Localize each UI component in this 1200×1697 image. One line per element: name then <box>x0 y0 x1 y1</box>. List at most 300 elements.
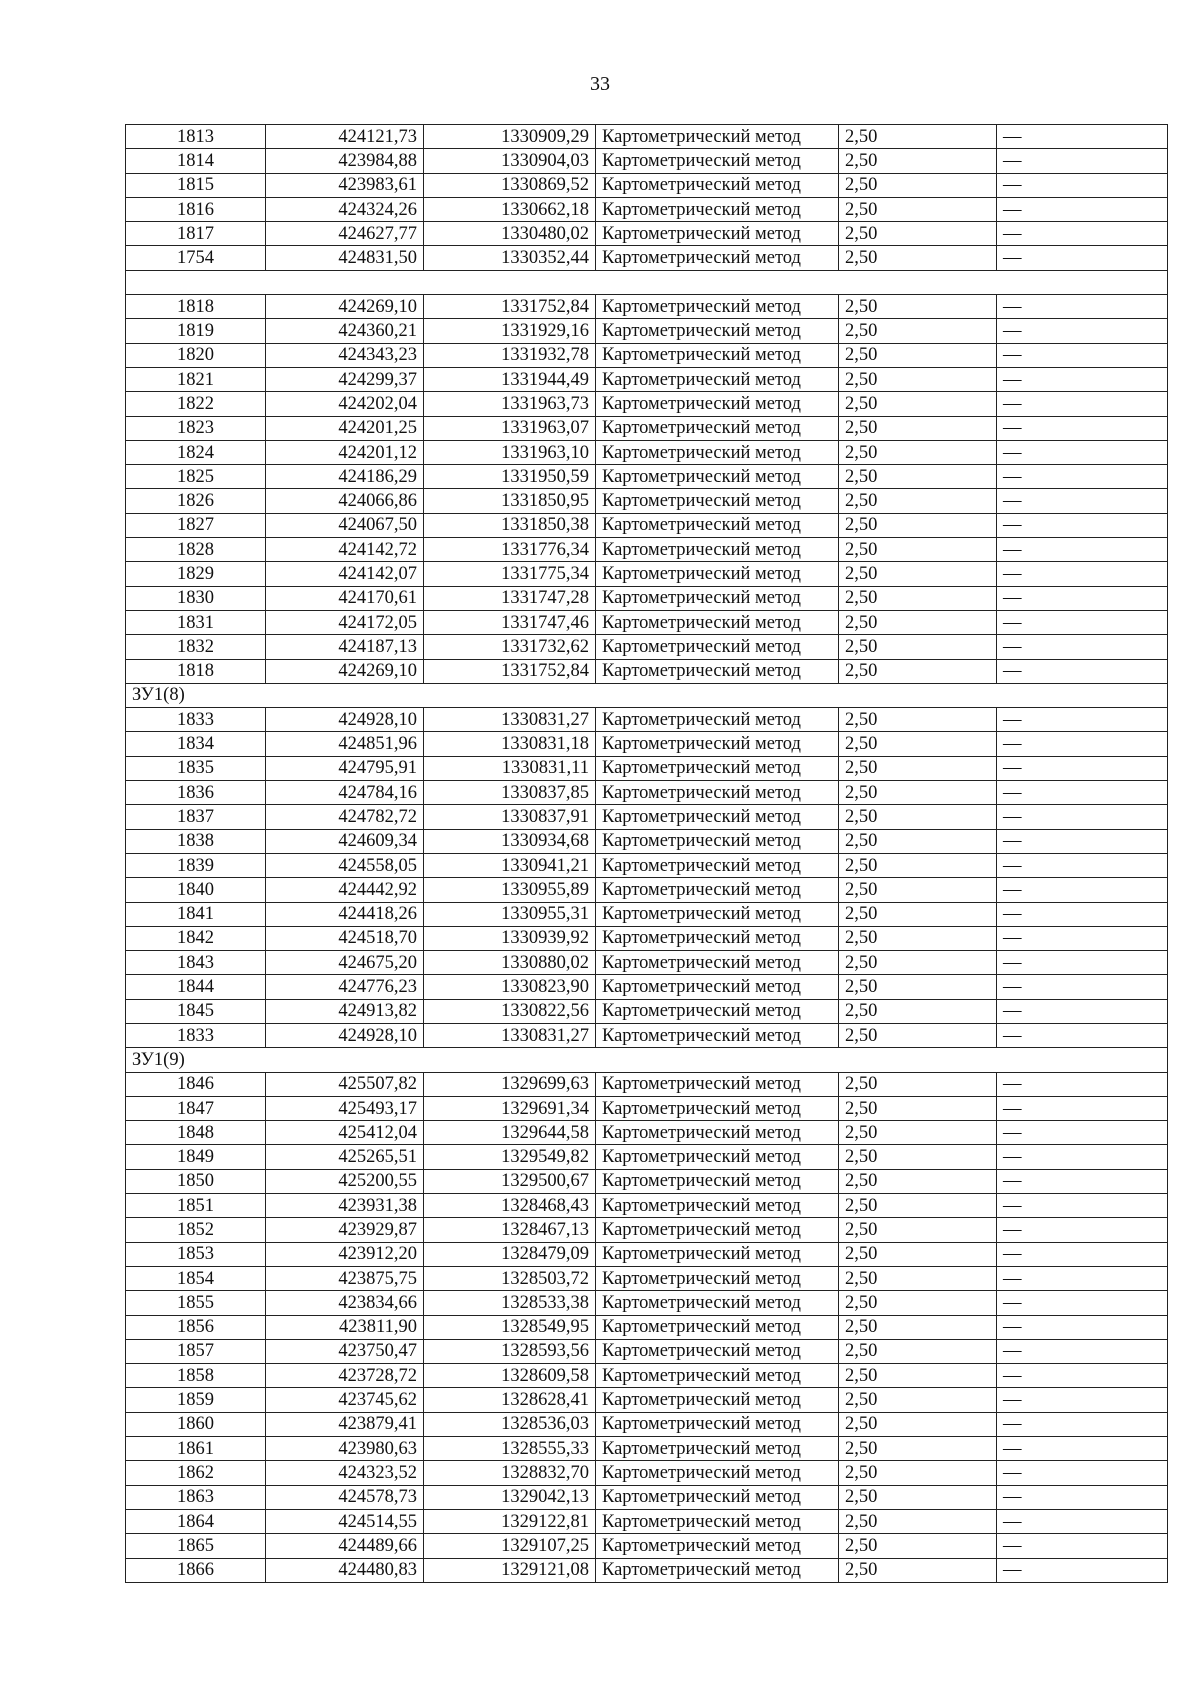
note-cell: — <box>997 902 1168 926</box>
y-coordinate-cell: 1329042,13 <box>424 1485 596 1509</box>
point-number-cell: 1838 <box>126 829 266 853</box>
accuracy-cell: 2,50 <box>839 1145 997 1169</box>
method-cell: Картометрический метод <box>596 853 839 877</box>
accuracy-cell: 2,50 <box>839 1339 997 1363</box>
note-cell: — <box>997 975 1168 999</box>
note-cell: — <box>997 635 1168 659</box>
point-number-cell: 1847 <box>126 1096 266 1120</box>
accuracy-cell: 2,50 <box>839 781 997 805</box>
method-cell: Картометрический метод <box>596 756 839 780</box>
note-cell: — <box>997 1412 1168 1436</box>
point-number-cell: 1861 <box>126 1437 266 1461</box>
note-cell: — <box>997 367 1168 391</box>
accuracy-cell: 2,50 <box>839 853 997 877</box>
y-coordinate-cell: 1328555,33 <box>424 1437 596 1461</box>
x-coordinate-cell: 424518,70 <box>266 926 424 950</box>
y-coordinate-cell: 1330939,92 <box>424 926 596 950</box>
group-header-row <box>126 683 1168 707</box>
method-cell: Картометрический метод <box>596 1558 839 1582</box>
note-cell: — <box>997 1169 1168 1193</box>
point-number-cell: 1835 <box>126 756 266 780</box>
note-cell: — <box>997 951 1168 975</box>
y-coordinate-cell: 1330909,29 <box>424 125 596 149</box>
table-row <box>126 805 1168 829</box>
method-cell: Картометрический метод <box>596 1169 839 1193</box>
group-label <box>126 270 1168 294</box>
method-cell: Картометрический метод <box>596 416 839 440</box>
point-number-cell: 1855 <box>126 1291 266 1315</box>
method-cell: Картометрический метод <box>596 975 839 999</box>
note-cell: — <box>997 1558 1168 1582</box>
x-coordinate-cell: 423983,61 <box>266 173 424 197</box>
point-number-cell: 1851 <box>126 1194 266 1218</box>
table-row <box>126 149 1168 173</box>
table-row <box>126 1218 1168 1242</box>
point-number-cell: 1833 <box>126 708 266 732</box>
table-row <box>126 1242 1168 1266</box>
table-row <box>126 975 1168 999</box>
note-cell: — <box>997 1072 1168 1096</box>
note-cell: — <box>997 1266 1168 1290</box>
x-coordinate-cell: 424343,23 <box>266 343 424 367</box>
note-cell: — <box>997 1121 1168 1145</box>
accuracy-cell: 2,50 <box>839 1218 997 1242</box>
point-number-cell: 1844 <box>126 975 266 999</box>
x-coordinate-cell: 424187,13 <box>266 635 424 659</box>
point-number-cell: 1848 <box>126 1121 266 1145</box>
note-cell: — <box>997 173 1168 197</box>
accuracy-cell: 2,50 <box>839 392 997 416</box>
point-number-cell: 1829 <box>126 562 266 586</box>
accuracy-cell: 2,50 <box>839 926 997 950</box>
x-coordinate-cell: 424186,29 <box>266 465 424 489</box>
table-row <box>126 1437 1168 1461</box>
method-cell: Картометрический метод <box>596 708 839 732</box>
x-coordinate-cell: 424121,73 <box>266 125 424 149</box>
note-cell: — <box>997 1194 1168 1218</box>
y-coordinate-cell: 1328503,72 <box>424 1266 596 1290</box>
y-coordinate-cell: 1328609,58 <box>424 1364 596 1388</box>
accuracy-cell: 2,50 <box>839 1023 997 1047</box>
table-row <box>126 562 1168 586</box>
note-cell: — <box>997 538 1168 562</box>
method-cell: Картометрический метод <box>596 1509 839 1533</box>
y-coordinate-cell: 1330831,27 <box>424 1023 596 1047</box>
point-number-cell: 1858 <box>126 1364 266 1388</box>
x-coordinate-cell: 424784,16 <box>266 781 424 805</box>
point-number-cell: 1830 <box>126 586 266 610</box>
x-coordinate-cell: 424831,50 <box>266 246 424 270</box>
method-cell: Картометрический метод <box>596 829 839 853</box>
note-cell: — <box>997 1461 1168 1485</box>
x-coordinate-cell: 424269,10 <box>266 295 424 319</box>
x-coordinate-cell: 423879,41 <box>266 1412 424 1436</box>
note-cell: — <box>997 319 1168 343</box>
table-row <box>126 513 1168 537</box>
note-cell: — <box>997 781 1168 805</box>
x-coordinate-cell: 424269,10 <box>266 659 424 683</box>
x-coordinate-cell: 424627,77 <box>266 222 424 246</box>
point-number-cell: 1822 <box>126 392 266 416</box>
note-cell: — <box>997 1364 1168 1388</box>
x-coordinate-cell: 424299,37 <box>266 367 424 391</box>
point-number-cell: 1859 <box>126 1388 266 1412</box>
x-coordinate-cell: 424609,34 <box>266 829 424 853</box>
method-cell: Картометрический метод <box>596 1485 839 1509</box>
coordinates-table <box>125 124 1168 1583</box>
table-row <box>126 756 1168 780</box>
note-cell: — <box>997 197 1168 221</box>
table-row <box>126 319 1168 343</box>
y-coordinate-cell: 1328467,13 <box>424 1218 596 1242</box>
point-number-cell: 1819 <box>126 319 266 343</box>
table-row <box>126 1364 1168 1388</box>
y-coordinate-cell: 1331963,73 <box>424 392 596 416</box>
point-number-cell: 1824 <box>126 440 266 464</box>
accuracy-cell: 2,50 <box>839 538 997 562</box>
table-row <box>126 1096 1168 1120</box>
y-coordinate-cell: 1330880,02 <box>424 951 596 975</box>
point-number-cell: 1856 <box>126 1315 266 1339</box>
note-cell: — <box>997 1145 1168 1169</box>
point-number-cell: 1821 <box>126 367 266 391</box>
note-cell: — <box>997 1485 1168 1509</box>
x-coordinate-cell: 424489,66 <box>266 1534 424 1558</box>
table-row <box>126 125 1168 149</box>
y-coordinate-cell: 1330869,52 <box>424 173 596 197</box>
y-coordinate-cell: 1331932,78 <box>424 343 596 367</box>
y-coordinate-cell: 1329699,63 <box>424 1072 596 1096</box>
table-row <box>126 295 1168 319</box>
method-cell: Картометрический метод <box>596 367 839 391</box>
note-cell: — <box>997 999 1168 1023</box>
table-row <box>126 951 1168 975</box>
y-coordinate-cell: 1329122,81 <box>424 1509 596 1533</box>
method-cell: Картометрический метод <box>596 635 839 659</box>
x-coordinate-cell: 423728,72 <box>266 1364 424 1388</box>
method-cell: Картометрический метод <box>596 1388 839 1412</box>
y-coordinate-cell: 1331747,46 <box>424 610 596 634</box>
point-number-cell: 1864 <box>126 1509 266 1533</box>
x-coordinate-cell: 424172,05 <box>266 610 424 634</box>
accuracy-cell: 2,50 <box>839 149 997 173</box>
method-cell: Картометрический метод <box>596 1315 839 1339</box>
method-cell: Картометрический метод <box>596 197 839 221</box>
group-header-row <box>126 1048 1168 1072</box>
method-cell: Картометрический метод <box>596 781 839 805</box>
note-cell: — <box>997 1339 1168 1363</box>
y-coordinate-cell: 1330823,90 <box>424 975 596 999</box>
accuracy-cell: 2,50 <box>839 902 997 926</box>
method-cell: Картометрический метод <box>596 246 839 270</box>
accuracy-cell: 2,50 <box>839 878 997 902</box>
method-cell: Картометрический метод <box>596 1145 839 1169</box>
table-row <box>126 197 1168 221</box>
table-row <box>126 1291 1168 1315</box>
x-coordinate-cell: 425412,04 <box>266 1121 424 1145</box>
method-cell: Картометрический метод <box>596 1242 839 1266</box>
method-cell: Картометрический метод <box>596 440 839 464</box>
table-row <box>126 829 1168 853</box>
accuracy-cell: 2,50 <box>839 1364 997 1388</box>
method-cell: Картометрический метод <box>596 319 839 343</box>
table-row <box>126 440 1168 464</box>
point-number-cell: 1854 <box>126 1266 266 1290</box>
y-coordinate-cell: 1330955,31 <box>424 902 596 926</box>
y-coordinate-cell: 1331747,28 <box>424 586 596 610</box>
accuracy-cell: 2,50 <box>839 173 997 197</box>
y-coordinate-cell: 1328479,09 <box>424 1242 596 1266</box>
method-cell: Картометрический метод <box>596 1266 839 1290</box>
note-cell: — <box>997 878 1168 902</box>
method-cell: Картометрический метод <box>596 562 839 586</box>
point-number-cell: 1865 <box>126 1534 266 1558</box>
method-cell: Картометрический метод <box>596 538 839 562</box>
y-coordinate-cell: 1330955,89 <box>424 878 596 902</box>
note-cell: — <box>997 1218 1168 1242</box>
y-coordinate-cell: 1330831,27 <box>424 708 596 732</box>
note-cell: — <box>997 829 1168 853</box>
note-cell: — <box>997 610 1168 634</box>
accuracy-cell: 2,50 <box>839 1485 997 1509</box>
note-cell: — <box>997 1242 1168 1266</box>
table-row <box>126 1145 1168 1169</box>
point-number-cell: 1852 <box>126 1218 266 1242</box>
y-coordinate-cell: 1331752,84 <box>424 295 596 319</box>
x-coordinate-cell: 424851,96 <box>266 732 424 756</box>
table-row <box>126 999 1168 1023</box>
accuracy-cell: 2,50 <box>839 1437 997 1461</box>
y-coordinate-cell: 1331850,95 <box>424 489 596 513</box>
y-coordinate-cell: 1331775,34 <box>424 562 596 586</box>
table-row <box>126 1072 1168 1096</box>
table-row <box>126 538 1168 562</box>
table-row <box>126 781 1168 805</box>
x-coordinate-cell: 424928,10 <box>266 1023 424 1047</box>
table-row <box>126 926 1168 950</box>
y-coordinate-cell: 1329500,67 <box>424 1169 596 1193</box>
x-coordinate-cell: 425200,55 <box>266 1169 424 1193</box>
x-coordinate-cell: 424928,10 <box>266 708 424 732</box>
accuracy-cell: 2,50 <box>839 756 997 780</box>
table-row <box>126 586 1168 610</box>
y-coordinate-cell: 1329107,25 <box>424 1534 596 1558</box>
accuracy-cell: 2,50 <box>839 465 997 489</box>
method-cell: Картометрический метод <box>596 125 839 149</box>
method-cell: Картометрический метод <box>596 951 839 975</box>
accuracy-cell: 2,50 <box>839 805 997 829</box>
method-cell: Картометрический метод <box>596 902 839 926</box>
point-number-cell: 1820 <box>126 343 266 367</box>
point-number-cell: 1843 <box>126 951 266 975</box>
note-cell: — <box>997 465 1168 489</box>
method-cell: Картометрический метод <box>596 149 839 173</box>
x-coordinate-cell: 424324,26 <box>266 197 424 221</box>
point-number-cell: 1814 <box>126 149 266 173</box>
method-cell: Картометрический метод <box>596 805 839 829</box>
separator-row <box>126 270 1168 294</box>
note-cell: — <box>997 805 1168 829</box>
point-number-cell: 1754 <box>126 246 266 270</box>
y-coordinate-cell: 1330837,91 <box>424 805 596 829</box>
note-cell: — <box>997 586 1168 610</box>
y-coordinate-cell: 1331752,84 <box>424 659 596 683</box>
accuracy-cell: 2,50 <box>839 635 997 659</box>
y-coordinate-cell: 1331963,07 <box>424 416 596 440</box>
group-label: ЗУ1(9) <box>126 1048 1168 1072</box>
method-cell: Картометрический метод <box>596 222 839 246</box>
table-row <box>126 246 1168 270</box>
x-coordinate-cell: 423811,90 <box>266 1315 424 1339</box>
table-row <box>126 732 1168 756</box>
x-coordinate-cell: 424360,21 <box>266 319 424 343</box>
x-coordinate-cell: 425265,51 <box>266 1145 424 1169</box>
method-cell: Картометрический метод <box>596 1364 839 1388</box>
accuracy-cell: 2,50 <box>839 1291 997 1315</box>
x-coordinate-cell: 424675,20 <box>266 951 424 975</box>
point-number-cell: 1834 <box>126 732 266 756</box>
accuracy-cell: 2,50 <box>839 732 997 756</box>
table-row <box>126 659 1168 683</box>
y-coordinate-cell: 1328533,38 <box>424 1291 596 1315</box>
table-row <box>126 1169 1168 1193</box>
note-cell: — <box>997 1534 1168 1558</box>
point-number-cell: 1850 <box>126 1169 266 1193</box>
accuracy-cell: 2,50 <box>839 416 997 440</box>
x-coordinate-cell: 425507,82 <box>266 1072 424 1096</box>
accuracy-cell: 2,50 <box>839 1169 997 1193</box>
y-coordinate-cell: 1328468,43 <box>424 1194 596 1218</box>
point-number-cell: 1832 <box>126 635 266 659</box>
point-number-cell: 1839 <box>126 853 266 877</box>
method-cell: Картометрический метод <box>596 999 839 1023</box>
y-coordinate-cell: 1330662,18 <box>424 197 596 221</box>
method-cell: Картометрический метод <box>596 343 839 367</box>
point-number-cell: 1840 <box>126 878 266 902</box>
table-row <box>126 635 1168 659</box>
y-coordinate-cell: 1331950,59 <box>424 465 596 489</box>
method-cell: Картометрический метод <box>596 878 839 902</box>
note-cell: — <box>997 343 1168 367</box>
table-row <box>126 1558 1168 1582</box>
note-cell: — <box>997 149 1168 173</box>
x-coordinate-cell: 423750,47 <box>266 1339 424 1363</box>
table-row <box>126 173 1168 197</box>
y-coordinate-cell: 1329691,34 <box>424 1096 596 1120</box>
x-coordinate-cell: 424067,50 <box>266 513 424 537</box>
y-coordinate-cell: 1331850,38 <box>424 513 596 537</box>
method-cell: Картометрический метод <box>596 659 839 683</box>
accuracy-cell: 2,50 <box>839 999 997 1023</box>
method-cell: Картометрический метод <box>596 610 839 634</box>
x-coordinate-cell: 424514,55 <box>266 1509 424 1533</box>
note-cell: — <box>997 1509 1168 1533</box>
accuracy-cell: 2,50 <box>839 951 997 975</box>
x-coordinate-cell: 423980,63 <box>266 1437 424 1461</box>
table-row <box>126 416 1168 440</box>
table-row <box>126 853 1168 877</box>
accuracy-cell: 2,50 <box>839 1315 997 1339</box>
note-cell: — <box>997 513 1168 537</box>
point-number-cell: 1825 <box>126 465 266 489</box>
point-number-cell: 1813 <box>126 125 266 149</box>
y-coordinate-cell: 1329549,82 <box>424 1145 596 1169</box>
table-row <box>126 1485 1168 1509</box>
y-coordinate-cell: 1331732,62 <box>424 635 596 659</box>
x-coordinate-cell: 424795,91 <box>266 756 424 780</box>
table-row <box>126 222 1168 246</box>
y-coordinate-cell: 1331963,10 <box>424 440 596 464</box>
y-coordinate-cell: 1328832,70 <box>424 1461 596 1485</box>
method-cell: Картометрический метод <box>596 732 839 756</box>
method-cell: Картометрический метод <box>596 1072 839 1096</box>
note-cell: — <box>997 853 1168 877</box>
table-row <box>126 367 1168 391</box>
point-number-cell: 1849 <box>126 1145 266 1169</box>
group-label: ЗУ1(8) <box>126 683 1168 707</box>
table-row <box>126 1461 1168 1485</box>
note-cell: — <box>997 926 1168 950</box>
point-number-cell: 1818 <box>126 659 266 683</box>
point-number-cell: 1863 <box>126 1485 266 1509</box>
note-cell: — <box>997 1437 1168 1461</box>
x-coordinate-cell: 424201,12 <box>266 440 424 464</box>
y-coordinate-cell: 1330822,56 <box>424 999 596 1023</box>
point-number-cell: 1833 <box>126 1023 266 1047</box>
table-row <box>126 1534 1168 1558</box>
point-number-cell: 1823 <box>126 416 266 440</box>
method-cell: Картометрический метод <box>596 1218 839 1242</box>
point-number-cell: 1817 <box>126 222 266 246</box>
method-cell: Картометрический метод <box>596 1291 839 1315</box>
x-coordinate-cell: 423984,88 <box>266 149 424 173</box>
accuracy-cell: 2,50 <box>839 246 997 270</box>
method-cell: Картометрический метод <box>596 1461 839 1485</box>
note-cell: — <box>997 416 1168 440</box>
method-cell: Картометрический метод <box>596 295 839 319</box>
accuracy-cell: 2,50 <box>839 1242 997 1266</box>
point-number-cell: 1842 <box>126 926 266 950</box>
method-cell: Картометрический метод <box>596 1412 839 1436</box>
point-number-cell: 1827 <box>126 513 266 537</box>
y-coordinate-cell: 1330941,21 <box>424 853 596 877</box>
x-coordinate-cell: 424776,23 <box>266 975 424 999</box>
method-cell: Картометрический метод <box>596 1534 839 1558</box>
method-cell: Картометрический метод <box>596 392 839 416</box>
point-number-cell: 1816 <box>126 197 266 221</box>
method-cell: Картометрический метод <box>596 926 839 950</box>
y-coordinate-cell: 1328549,95 <box>424 1315 596 1339</box>
y-coordinate-cell: 1330831,18 <box>424 732 596 756</box>
note-cell: — <box>997 125 1168 149</box>
x-coordinate-cell: 425493,17 <box>266 1096 424 1120</box>
method-cell: Картометрический метод <box>596 1339 839 1363</box>
accuracy-cell: 2,50 <box>839 1388 997 1412</box>
table-row <box>126 1412 1168 1436</box>
x-coordinate-cell: 424142,72 <box>266 538 424 562</box>
note-cell: — <box>997 489 1168 513</box>
method-cell: Картометрический метод <box>596 586 839 610</box>
table-row <box>126 489 1168 513</box>
x-coordinate-cell: 424066,86 <box>266 489 424 513</box>
x-coordinate-cell: 424913,82 <box>266 999 424 1023</box>
table-row <box>126 1388 1168 1412</box>
point-number-cell: 1818 <box>126 295 266 319</box>
note-cell: — <box>997 1096 1168 1120</box>
note-cell: — <box>997 756 1168 780</box>
accuracy-cell: 2,50 <box>839 610 997 634</box>
note-cell: — <box>997 1291 1168 1315</box>
